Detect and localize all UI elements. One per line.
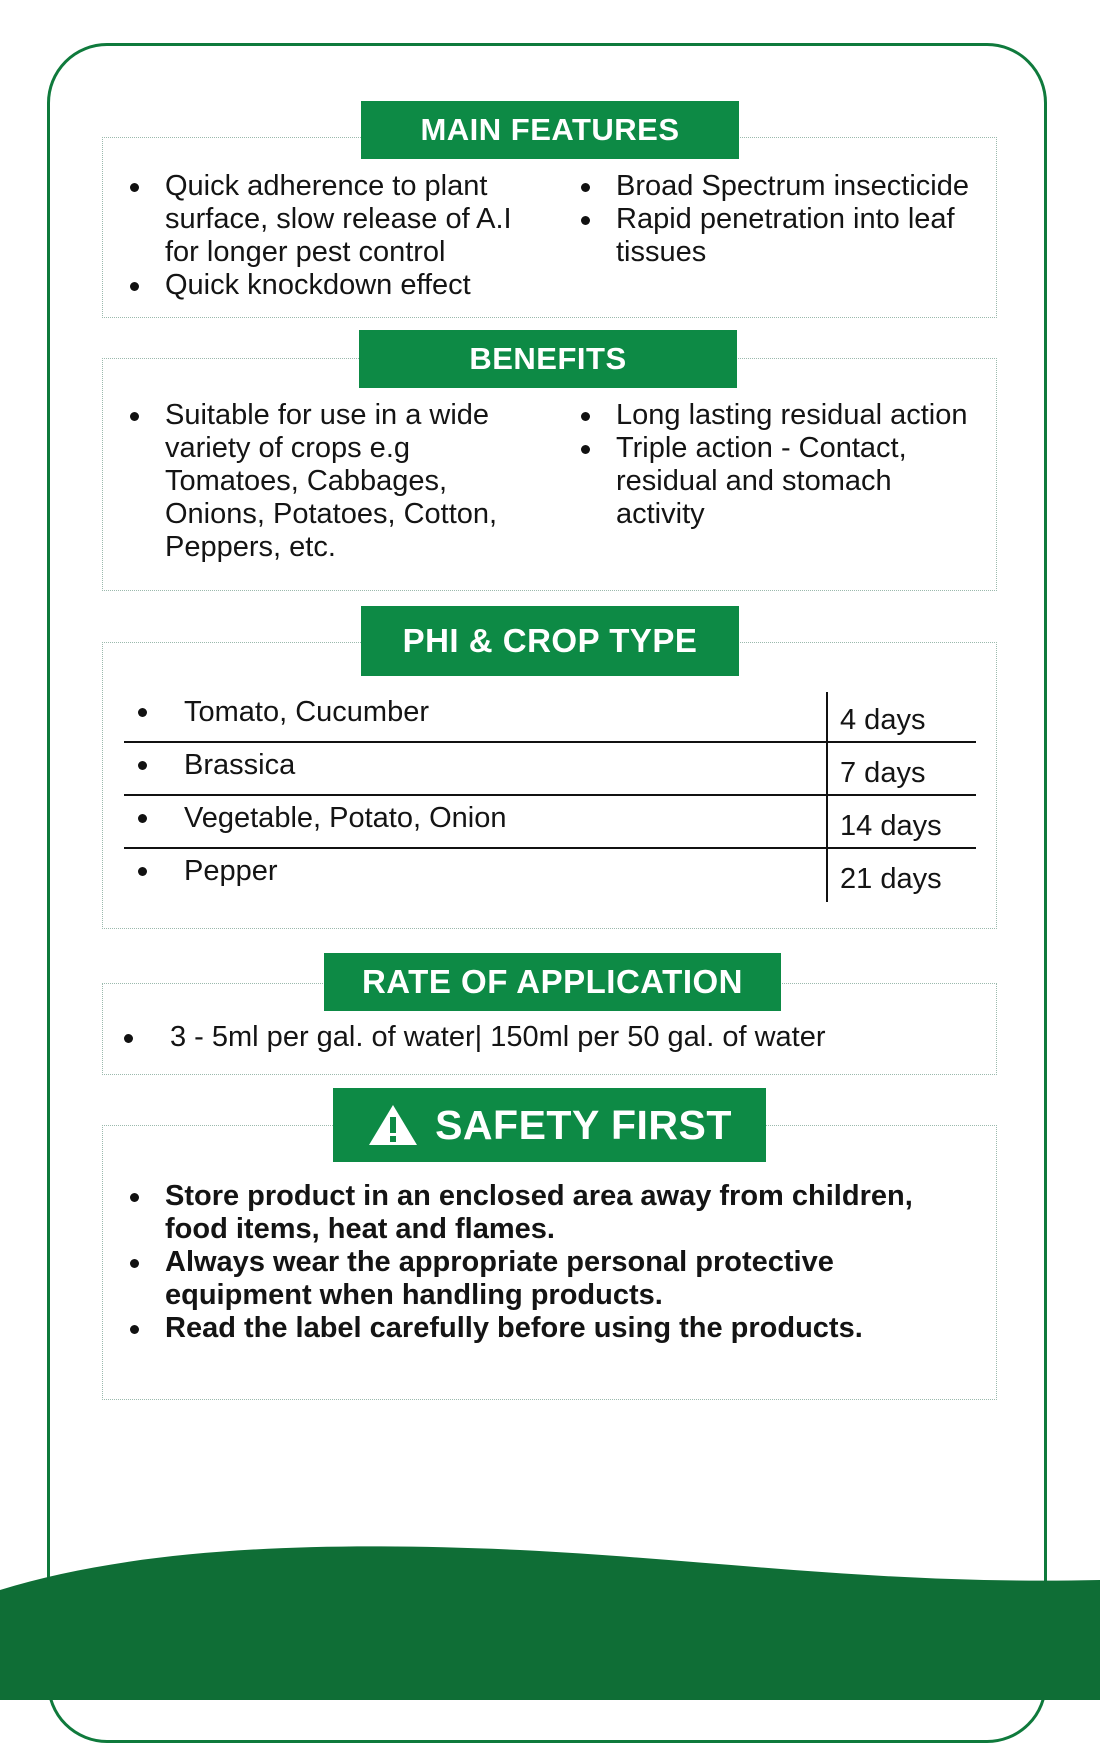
phi-days: 7 days (840, 757, 926, 789)
phi-crop-name: Pepper (184, 855, 278, 887)
phi-row (124, 690, 976, 743)
feature-item: Quick adherence to plant surface, slow release of A.I for longer pest control (113, 170, 543, 269)
rate-list (107, 1021, 987, 1054)
safety-heading (333, 1088, 766, 1162)
safety-list (113, 1180, 983, 1345)
phi-days: 14 days (840, 810, 942, 842)
warning-icon (367, 1103, 419, 1147)
safety-section (102, 1125, 997, 1400)
bottom-wave-decoration (0, 1540, 1100, 1700)
main-features-section (102, 137, 997, 318)
safety-item: Store product in an enclosed area away from children, food items, heat and flames. (113, 1180, 983, 1246)
phi-days: 4 days (840, 704, 926, 736)
phi-crop-name: Vegetable, Potato, Onion (184, 802, 507, 834)
phi-row (124, 796, 976, 849)
benefit-item: Triple action - Contact, residual and stomach activity (564, 432, 984, 531)
rate-heading: RATE OF APPLICATION (324, 953, 781, 1011)
rate-item: 3 - 5ml per gal. of water| 150ml per 50 gal. of water (107, 1021, 987, 1054)
benefit-item: Long lasting residual action (564, 399, 984, 432)
safety-heading-label: SAFETY FIRST (435, 1101, 732, 1148)
main-features-heading: MAIN FEATURES (361, 101, 739, 159)
phi-heading: PHI & CROP TYPE (361, 606, 739, 676)
phi-crop-name: Brassica (184, 749, 296, 781)
phi-row (124, 849, 976, 902)
benefits-section (102, 358, 997, 591)
main-features-right-column (564, 170, 984, 269)
bullet-icon (138, 867, 147, 876)
benefits-heading: BENEFITS (359, 330, 737, 388)
feature-item: Broad Spectrum insecticide (564, 170, 984, 203)
phi-row (124, 743, 976, 796)
feature-item: Rapid penetration into leaf tissues (564, 203, 984, 269)
phi-column-divider (826, 692, 828, 902)
phi-table (124, 690, 976, 902)
benefits-right-column (564, 399, 984, 531)
feature-item: Quick knockdown effect (113, 269, 543, 302)
main-features-left-column (113, 170, 543, 302)
phi-crop-name: Tomato, Cucumber (184, 696, 429, 728)
benefit-item: Suitable for use in a wide variety of crops e.g Tomatoes, Cabbages, Onions, Potatoes, Cotton, Peppers, etc. (113, 399, 543, 564)
safety-item: Always wear the appropriate personal protective equipment when handling products. (113, 1246, 983, 1312)
bullet-icon (138, 761, 147, 770)
phi-days: 21 days (840, 863, 942, 895)
safety-item: Read the label carefully before using the products. (113, 1312, 983, 1345)
benefits-left-column (113, 399, 543, 564)
bullet-icon (138, 814, 147, 823)
bullet-icon (138, 708, 147, 717)
